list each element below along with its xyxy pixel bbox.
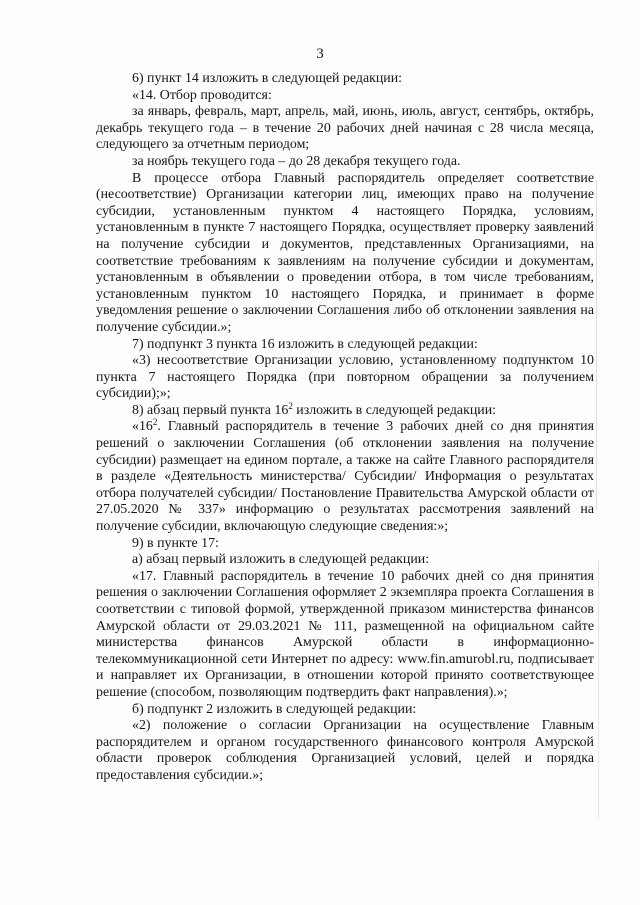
paragraph: 9) в пункте 17: [132, 535, 219, 551]
document-body [96, 71, 594, 785]
page-number: 3 [316, 46, 324, 62]
paragraph-text: 8) абзац первый пункта 16 [132, 402, 289, 418]
paragraph: «3) несоответствие Организации условию, установленному подпунктом 10 пункта 7 настоящего Порядка (при повторном обращении за получением субсидии);»; [96, 353, 594, 402]
paragraph: «17. Главный распорядитель в течение 10 рабочих дней со дня принятия решения о заключении Соглашения оформляет 2 экземпляра проекта Соглашения в соответствии с типовой формой, утвержденной приказом министерства финансов Амурской области от 29.03.2021 № 111, размещенной на официальном сайте министерства финансов Амурской области в информационно-телекоммуникационной сети Интернет по адресу: www.fin.amurobl.ru, подписывает и направляет их Организации, в отношении которой принято соответствующее решение (способом, позволяющим подтвердить факт направления).»; [96, 568, 594, 700]
paragraph: 7) подпункт 3 пункта 16 изложить в следующей редакции: [132, 336, 478, 352]
paragraph [96, 419, 594, 535]
superscript: 2 [152, 417, 158, 428]
paragraph-text: «16 [132, 419, 153, 435]
paragraph: 6) пункт 14 изложить в следующей редакции: [132, 71, 403, 86]
paragraph [96, 400, 594, 420]
paragraph: а) абзац первый изложить в следующей редакции: [132, 552, 430, 568]
paragraph-text: изложить в следующей редакции: [292, 402, 496, 418]
scan-artifact [596, 180, 597, 510]
paragraph: за ноябрь текущего года – до 28 декабря текущего года. [132, 153, 461, 169]
paragraph: В процессе отбора Главный распорядитель определяет соответствие (несоответствие) Организации категории лиц, имеющих право на получение субсидии, установленным пунктом 4 настоящего Порядка, условиям, установленным в пункте 7 настоящего Порядка, осуществляет проверку заявлений на получение субсидии и документов, представленных Организациями, на соответствие требованиям к заявлениям на получение субсидии и документам, установленным в объявлении о проведении отбора, в том числе требованиям, установленным пунктом 10 настоящего Порядка, и принимает в форме уведомления решение о заключении Соглашения либо об отклонении заявления на получение субсидии.»; [96, 170, 594, 335]
superscript: 2 [288, 400, 293, 411]
paragraph: б) подпункт 2 изложить в следующей редакции: [132, 701, 417, 717]
paragraph: «2) положение о согласии Организации на осуществление Главным распорядителем и органом государственного финансового контроля Амурской области проверок соблюдения Организацией условий, целей и порядка предоставления субсидии.»; [96, 718, 594, 783]
paragraph-text: . Главный распорядитель в течение 3 рабочих дней со дня принятия решений о заключении Соглашения (об отклонении заявления на получение субсидии) размещает на едином портале, а также на сайте Главного распорядителя в разделе «Деятельность министерства/ Субсидии/ Информация о результатах отбора получателей субсидии/ Постановление Правительства Амурской области от 27.05.2020 № 337» информацию о результатах рассмотрения заявлений на получение субсидии, включающую следующие сведения:»; [96, 419, 594, 535]
paragraph: «14. Отбор проводится: [132, 87, 272, 103]
scan-artifact [598, 560, 599, 820]
paragraph: за январь, февраль, март, апрель, май, июнь, июль, август, сентябрь, октябрь, декабрь текущего года – в течение 20 рабочих дней начиная с 28 числа месяца, следующего за отчетным периодом; [96, 104, 594, 153]
